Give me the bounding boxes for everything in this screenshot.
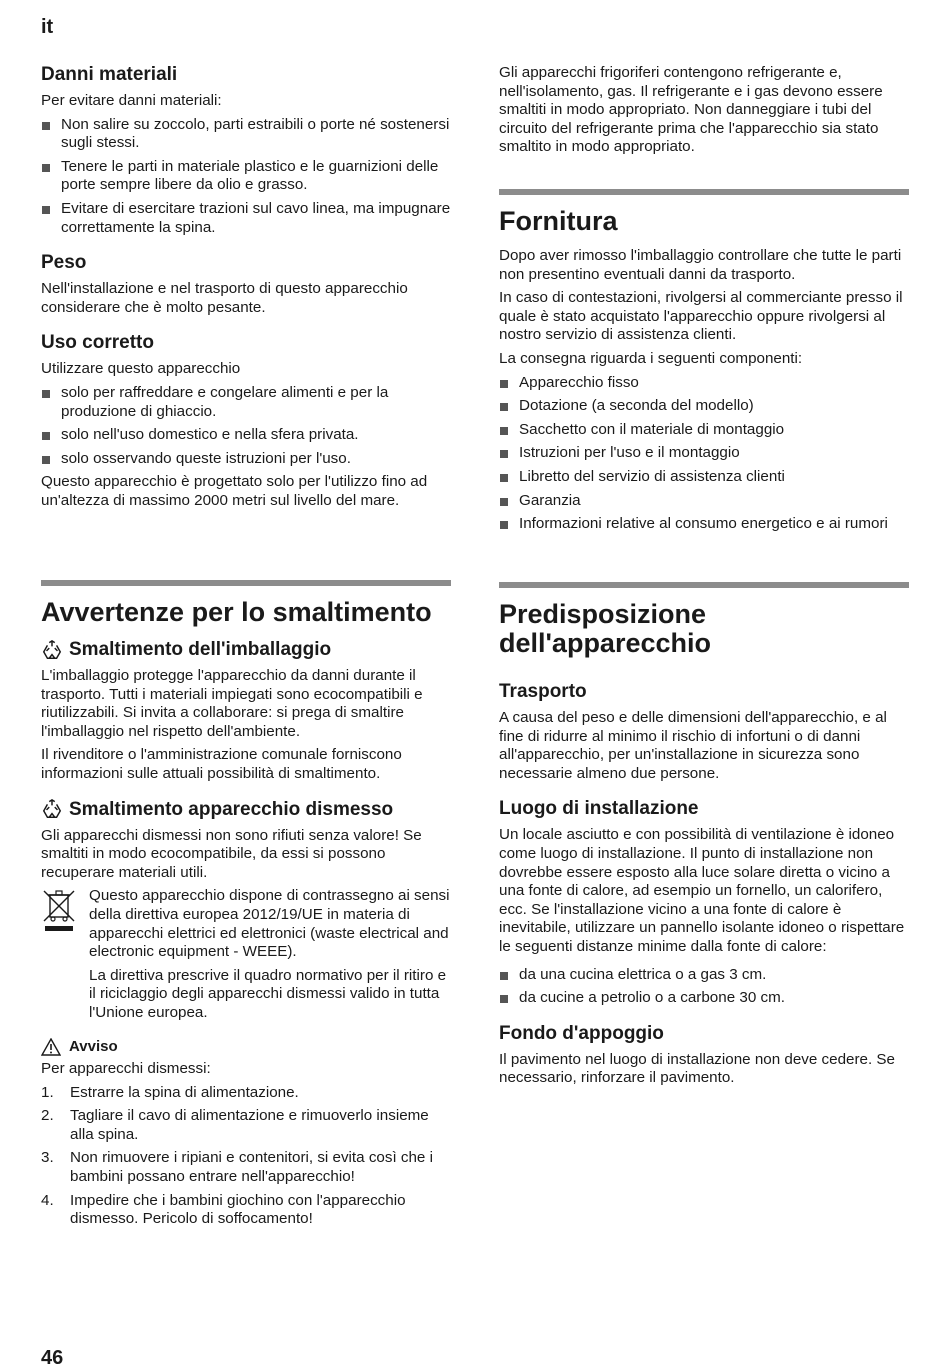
list-item: solo per raffreddare e congelare alimenti e per la produzione di ghiaccio. (41, 384, 451, 421)
uso-list (41, 384, 451, 468)
heading-danni-materiali: Danni materiali (41, 64, 178, 85)
luogo-list (499, 966, 909, 1008)
list-item: da una cucina elettrica o a gas 3 cm. (499, 966, 909, 985)
step-text: Non rimuovere i ripiani e contenitori, si evita così che i bambini possano entrare nell'apparecchio! (70, 1149, 433, 1186)
step-number: 3. (41, 1149, 54, 1167)
fondo-text: Il pavimento nel luogo di installazione non deve cedere. Se necessario, rinforzare il pavimento. (499, 1050, 895, 1087)
avviso-title: Avviso (69, 1037, 118, 1055)
step-number: 4. (41, 1191, 54, 1209)
list-item: Dotazione (a seconda del modello) (499, 397, 909, 416)
list-item: Apparecchio fisso (499, 374, 909, 393)
predisposizione-section (499, 582, 909, 1093)
list-item: Libretto del servizio di assistenza clienti (499, 468, 909, 487)
language-code: it (41, 16, 54, 38)
step-text: Estrarre la spina di alimentazione. (70, 1083, 299, 1101)
heading-luogo-installazione: Luogo di installazione (499, 798, 699, 820)
recycle-icon (41, 639, 63, 661)
heading-fondo-appoggio: Fondo d'appoggio (499, 1022, 664, 1044)
list-item (41, 1149, 451, 1186)
list-item (41, 1192, 451, 1229)
danni-list (41, 116, 451, 238)
right-column-top (499, 64, 909, 162)
recycle-icon (41, 798, 63, 820)
list-item: Evitare di esercitare trazioni sul cavo linea, ma impugnare correttamente la spina. (41, 200, 451, 237)
trasporto-text: A causa del peso e delle dimensioni dell'apparecchio, e al fine di ridurre al minimo il rischio di infortuni o di danni all'apparecchio, per un'installazione in sicurezza sono necessarie almeno due persone. (499, 709, 887, 782)
avviso-intro: Per apparecchi dismessi: (41, 1060, 211, 1078)
list-item: Informazioni relative al consumo energetico e ai rumori (499, 515, 909, 534)
weee-p1: Questo apparecchio dispone di contrassegno ai sensi della direttiva europea 2012/19/UE in materia di apparecchi elettrici ed elettronici (waste electrical and electronic equipment - WEEE). (89, 887, 450, 961)
dismesso-p1: Gli apparecchi dismessi non sono rifiuti senza valore! Se smaltiti in modo ecocompatibile, da essi si possono recuperare materiali utili. (41, 826, 422, 881)
list-item (41, 1084, 451, 1103)
fornitura-p3: La consegna riguarda i seguenti componenti: (499, 349, 803, 367)
left-column-bottom (41, 580, 451, 1234)
uso-intro: Utilizzare questo apparecchio (41, 360, 241, 378)
heading-text: Smaltimento apparecchio dismesso (69, 798, 394, 820)
heading-line: Predisposizione (499, 599, 707, 629)
section-divider (499, 189, 909, 195)
step-number: 1. (41, 1083, 54, 1101)
fornitura-list (499, 374, 909, 534)
imballaggio-p1: L'imballaggio protegge l'apparecchio da danni durante il trasporto. Tutti i materiali impiegati sono ecocompatibili e riutilizzabili. Si invita a collaborare: si prega di smaltire l'imballaggio nel rispetto dell'ambiente. (41, 667, 423, 740)
list-item: solo nell'uso domestico e nella sfera privata. (41, 426, 451, 445)
heading-smaltimento-dismesso (41, 798, 451, 821)
weee-p2: La direttiva prescrive il quadro normativo per il ritiro e il riciclaggio degli apparecchi dismessi valido in tutta l'Unione europea. (89, 966, 447, 1021)
step-number: 2. (41, 1107, 54, 1125)
refrigerant-text: Gli apparecchi frigoriferi contengono refrigerante e, nell'isolamento, gas. Il refrigerante e i gas devono essere smaltiti in modo appropriato. Non danneggiare i tubi del circuito del refrigerante prima che l'apparecchio sia stato smaltito in modo appropriato. (499, 64, 883, 156)
fornitura-section (499, 189, 909, 539)
list-item: Tenere le parti in materiale plastico e le guarnizioni delle porte sempre libere da olio e grasso. (41, 158, 451, 195)
heading-uso-corretto: Uso corretto (41, 332, 154, 354)
warning-icon (41, 1038, 61, 1056)
danni-intro: Per evitare danni materiali: (41, 92, 222, 109)
fornitura-p1: Dopo aver rimosso l'imballaggio controllare che tutte le parti non presentino eventuali danni da trasporto. (499, 247, 902, 283)
list-item: da cucine a petrolio o a carbone 30 cm. (499, 989, 909, 1008)
weee-icon-wrapper (41, 887, 89, 1027)
luogo-text: Un locale asciutto e con possibilità di ventilazione è idoneo come luogo di installazione. Il punto di installazione non dovrebbe essere esposto alla luce solare diretta o vicino a una fonte di calore, ad esempio un fornello, un calorifero, ecc. Se l'installazione vicino a una fonte di calore è inevitabile, utilizzare un pannello isolante idoneo o rispettare le seguenti distanze minime dalla fonte di calore: (499, 826, 905, 955)
heading-predisposizione (499, 600, 909, 658)
section-divider (499, 582, 909, 588)
heading-peso: Peso (41, 252, 87, 274)
avviso-heading (41, 1038, 451, 1057)
heading-fornitura: Fornitura (499, 206, 618, 236)
list-item: solo osservando queste istruzioni per l'uso. (41, 450, 451, 469)
avviso-steps (41, 1084, 451, 1229)
imballaggio-p2: Il rivenditore o l'amministrazione comunale forniscono informazioni sulle attuali possibilità di smaltimento. (41, 746, 402, 782)
left-column-top (41, 63, 451, 516)
page-number: 46 (41, 1347, 64, 1369)
weee-block (41, 887, 451, 1027)
list-item: Sacchetto con il materiale di montaggio (499, 421, 909, 440)
step-text: Tagliare il cavo di alimentazione e rimuoverlo insieme alla spina. (70, 1107, 429, 1143)
step-text: Impedire che i bambini giochino con l'apparecchio dismesso. Pericolo di soffocamento! (70, 1191, 406, 1228)
list-item (41, 1107, 451, 1144)
list-item: Istruzioni per l'uso e il montaggio (499, 444, 909, 463)
heading-line: dell'apparecchio (499, 628, 711, 658)
list-item: Garanzia (499, 492, 909, 511)
uso-text: Questo apparecchio è progettato solo per l'utilizzo fino ad un'altezza di massimo 2000 metri sul livello del mare. (41, 473, 428, 509)
heading-smaltimento-imballaggio (41, 638, 451, 661)
heading-text: Smaltimento dell'imballaggio (69, 639, 332, 660)
heading-trasporto: Trasporto (499, 681, 587, 702)
fornitura-p2: In caso di contestazioni, rivolgersi al commerciante presso il quale è stato acquistato l'apparecchio oppure rivolgersi al nostro servizio di assistenza clienti. (499, 289, 903, 344)
section-divider (41, 580, 451, 586)
peso-text: Nell'installazione e nel trasporto di questo apparecchio considerare che è molto pesante. (41, 280, 408, 316)
weee-text (89, 887, 451, 1027)
crossed-bin-icon (41, 887, 77, 933)
list-item: Non salire su zoccolo, parti estraibili o porte né sostenersi sugli stessi. (41, 116, 451, 153)
heading-avvertenze-smaltimento: Avvertenze per lo smaltimento (41, 597, 432, 627)
